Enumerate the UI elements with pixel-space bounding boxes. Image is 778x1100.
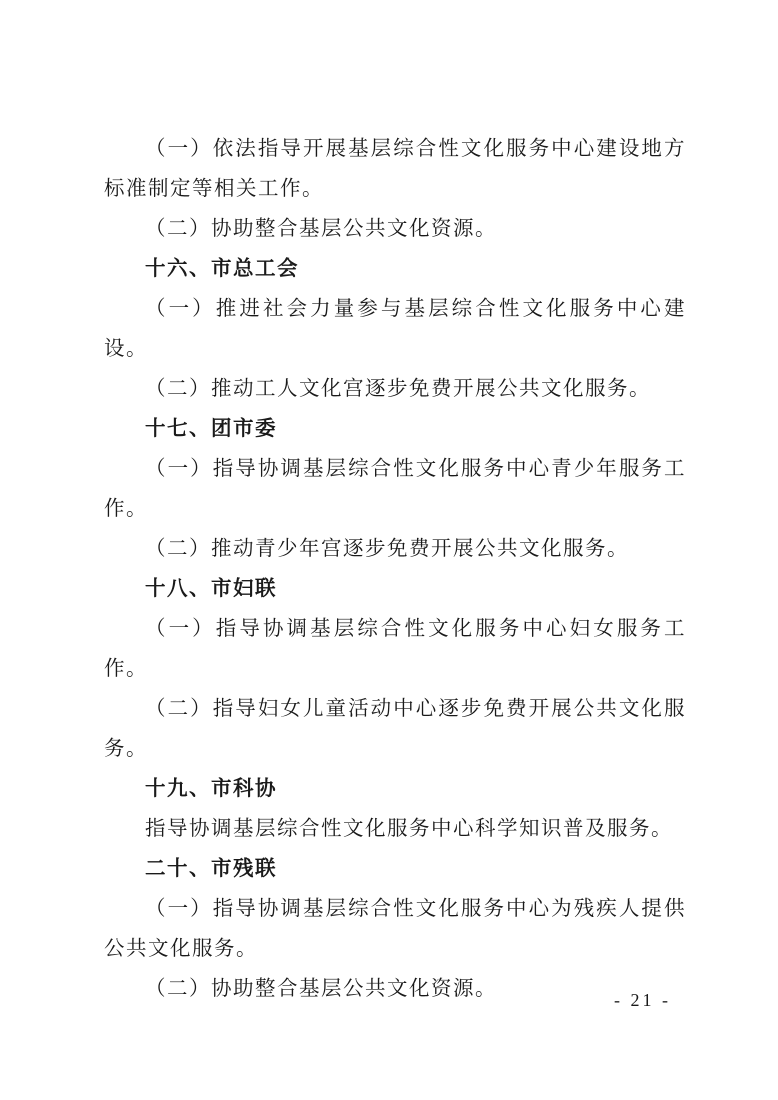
paragraph: （一）指导协调基层综合性文化服务中心为残疾人提供公共文化服务。: [104, 896, 686, 960]
paragraph: （一）指导协调基层综合性文化服务中心青少年服务工作。: [104, 456, 686, 520]
paragraph: （一）依法指导开展基层综合性文化服务中心建设地方标准制定等相关工作。: [104, 136, 686, 200]
paragraph: （二）协助整合基层公共文化资源。: [145, 976, 497, 1000]
paragraph: （一）推进社会力量参与基层综合性文化服务中心建设。: [104, 296, 686, 360]
section-heading: 十九、市科协: [145, 776, 277, 800]
paragraph: （二）指导妇女儿童活动中心逐步免费开展公共文化服务。: [104, 696, 686, 760]
section-heading: 二十、市残联: [145, 856, 277, 880]
section-heading: 十六、市总工会: [145, 256, 299, 280]
paragraph: （一）指导协调基层综合性文化服务中心妇女服务工作。: [104, 616, 686, 680]
page-number: - 21 -: [614, 990, 671, 1010]
document-body: [104, 128, 686, 1008]
section-heading: 十八、市妇联: [145, 576, 277, 600]
section-heading: 十七、团市委: [145, 416, 277, 440]
paragraph: （二）推动青少年宫逐步免费开展公共文化服务。: [145, 536, 629, 560]
paragraph: （二）推动工人文化宫逐步免费开展公共文化服务。: [145, 376, 651, 400]
paragraph: （二）协助整合基层公共文化资源。: [145, 216, 497, 240]
paragraph: 指导协调基层综合性文化服务中心科学知识普及服务。: [145, 816, 673, 840]
